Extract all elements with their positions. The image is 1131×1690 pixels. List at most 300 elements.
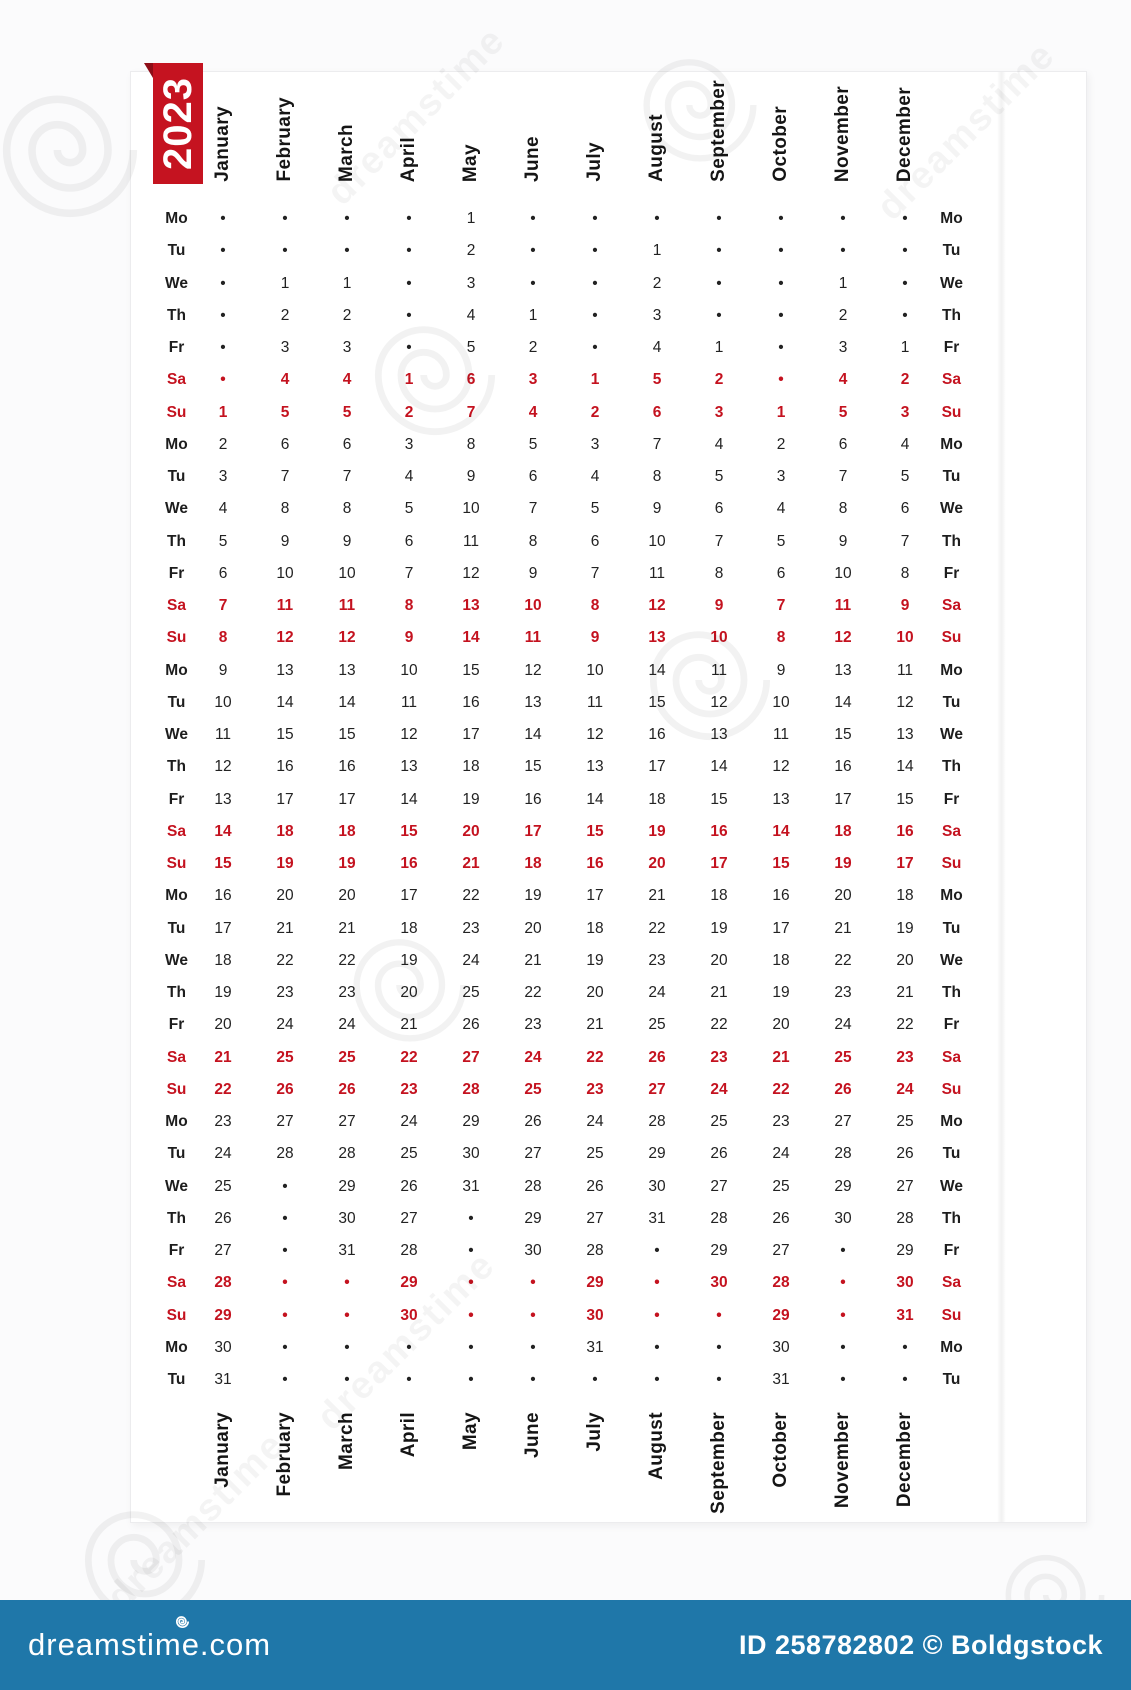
day-cell: 3 [900, 403, 910, 421]
day-cell: 7 [776, 597, 786, 615]
day-cell: 27 [772, 1242, 790, 1260]
day-cell: 5 [900, 468, 910, 486]
day-cell: 4 [838, 371, 848, 389]
month-cell [316, 72, 378, 203]
day-label-left: Mo [165, 435, 188, 453]
day-cell: 11 [338, 597, 356, 615]
day-cell: 4 [714, 435, 724, 453]
day-cell: 15 [772, 855, 790, 873]
calendar-grid [161, 72, 967, 1536]
day-cell: 5 [714, 468, 724, 486]
day-cell: 3 [466, 274, 476, 292]
day-cell: 19 [648, 822, 666, 840]
month-cell [440, 1396, 502, 1536]
day-cell: 12 [524, 661, 542, 679]
empty-day-dot: • [530, 1338, 536, 1356]
day-cell: 3 [528, 371, 538, 389]
calendar-row [161, 1235, 967, 1267]
dreamstime-logo [28, 1627, 271, 1663]
calendar-row [161, 558, 967, 590]
day-label-right: Fr [943, 339, 960, 357]
day-cell: 22 [524, 984, 542, 1002]
day-cell: 6 [342, 435, 352, 453]
empty-day-dot: • [468, 1209, 474, 1227]
day-label-left: We [165, 500, 188, 518]
month-cell [750, 72, 812, 203]
day-cell: 8 [404, 597, 414, 615]
day-cell: 14 [400, 790, 418, 808]
day-label-right: Mo [940, 1338, 963, 1356]
day-cell: 5 [404, 500, 414, 518]
empty-day-dot: • [716, 1371, 722, 1389]
day-cell: 14 [710, 758, 728, 776]
day-cell: 5 [776, 532, 786, 550]
day-cell: 20 [276, 887, 294, 905]
corner-spacer [936, 1396, 967, 1536]
day-label-right: Su [941, 1080, 962, 1098]
empty-day-dot: • [282, 210, 288, 228]
calendar-row [161, 816, 967, 848]
empty-day-dot: • [282, 1338, 288, 1356]
month-label-bottom: May [460, 1412, 481, 1451]
day-cell: 15 [524, 758, 542, 776]
day-cell: 25 [896, 1113, 914, 1131]
day-cell: 6 [466, 371, 476, 389]
month-label-bottom: August [646, 1412, 667, 1481]
month-cell [812, 72, 874, 203]
month-label-bottom: November [832, 1412, 853, 1509]
day-cell: 3 [404, 435, 414, 453]
day-cell: 21 [338, 919, 356, 937]
day-cell: 31 [896, 1306, 914, 1324]
day-cell: 18 [648, 790, 666, 808]
day-cell: 25 [524, 1080, 542, 1098]
day-label-right: Mo [940, 1113, 963, 1131]
day-cell: 22 [462, 887, 480, 905]
day-cell: 14 [834, 693, 852, 711]
day-cell: 21 [214, 1048, 232, 1066]
day-cell: 12 [772, 758, 790, 776]
day-cell: 2 [900, 371, 910, 389]
day-cell: 20 [710, 951, 728, 969]
day-label-left: Sa [167, 822, 186, 840]
month-cell [254, 1396, 316, 1536]
day-cell: 12 [648, 597, 666, 615]
day-cell: 5 [838, 403, 848, 421]
day-cell: 26 [586, 1177, 604, 1195]
month-cell [254, 72, 316, 203]
day-cell: 3 [218, 468, 228, 486]
calendar-row [161, 880, 967, 912]
day-cell: 8 [280, 500, 290, 518]
day-cell: 16 [710, 822, 728, 840]
day-cell: 20 [772, 1016, 790, 1034]
empty-day-dot: • [344, 1371, 350, 1389]
day-cell: 22 [400, 1048, 418, 1066]
day-cell: 2 [838, 306, 848, 324]
day-cell: 13 [772, 790, 790, 808]
day-cell: 16 [648, 726, 666, 744]
month-cell [564, 1396, 626, 1536]
day-label-left: Tu [167, 1371, 186, 1389]
day-cell: 24 [586, 1113, 604, 1131]
day-cell: 27 [834, 1113, 852, 1131]
empty-day-dot: • [902, 242, 908, 260]
day-cell: 26 [834, 1080, 852, 1098]
day-cell: 11 [772, 726, 790, 744]
day-cell: 8 [714, 564, 724, 582]
day-cell: 8 [590, 597, 600, 615]
day-cell: 28 [710, 1209, 728, 1227]
day-cell: 7 [900, 532, 910, 550]
day-cell: 27 [586, 1209, 604, 1227]
day-cell: 7 [280, 468, 290, 486]
day-cell: 15 [214, 855, 232, 873]
day-cell: 15 [896, 790, 914, 808]
dreamstime-logo-spiral-icon [174, 1613, 191, 1630]
day-cell: 23 [896, 1048, 914, 1066]
day-cell: 11 [834, 597, 852, 615]
day-cell: 14 [524, 726, 542, 744]
day-cell: 10 [214, 693, 232, 711]
month-label-bottom: April [398, 1412, 419, 1458]
empty-day-dot: • [654, 210, 660, 228]
day-cell: 24 [834, 1016, 852, 1034]
day-label-left: We [165, 951, 188, 969]
day-cell: 4 [900, 435, 910, 453]
day-cell: 8 [652, 468, 662, 486]
day-label-right: Th [942, 306, 961, 324]
day-label-right: Mo [940, 210, 963, 228]
day-label-right: Mo [940, 435, 963, 453]
empty-day-dot: • [840, 1306, 846, 1324]
day-cell: 9 [714, 597, 724, 615]
day-cell: 24 [338, 1016, 356, 1034]
day-cell: 25 [276, 1048, 294, 1066]
year-badge [153, 63, 203, 184]
month-cell [378, 72, 440, 203]
day-cell: 29 [338, 1177, 356, 1195]
day-cell: 28 [338, 1145, 356, 1163]
day-cell: 30 [710, 1274, 728, 1292]
day-cell: 13 [338, 661, 356, 679]
day-label-right: Tu [942, 919, 961, 937]
image-credit: ID 258782802 © Boldgstock [738, 1629, 1103, 1660]
day-cell: 30 [214, 1338, 232, 1356]
day-cell: 26 [648, 1048, 666, 1066]
year-text: 2023 [155, 77, 200, 170]
day-label-left: Mo [165, 887, 188, 905]
month-cell [688, 72, 750, 203]
day-cell: 11 [400, 693, 418, 711]
day-cell: 21 [586, 1016, 604, 1034]
day-cell: 20 [338, 887, 356, 905]
day-cell: 13 [710, 726, 728, 744]
day-cell: 24 [214, 1145, 232, 1163]
day-cell: 28 [214, 1274, 232, 1292]
day-label-right: Tu [942, 1371, 961, 1389]
empty-day-dot: • [344, 1338, 350, 1356]
day-cell: 1 [900, 339, 910, 357]
day-cell: 12 [710, 693, 728, 711]
day-label-left: Fr [168, 1242, 185, 1260]
month-label-bottom: July [584, 1412, 605, 1452]
day-cell: 28 [462, 1080, 480, 1098]
day-cell: 6 [714, 500, 724, 518]
calendar-row [161, 719, 967, 751]
day-cell: 18 [276, 822, 294, 840]
day-cell: 16 [834, 758, 852, 776]
day-cell: 2 [652, 274, 662, 292]
day-label-right: Tu [942, 242, 961, 260]
calendar-row [161, 1042, 967, 1074]
empty-day-dot: • [778, 371, 784, 389]
empty-day-dot: • [530, 242, 536, 260]
day-cell: 2 [466, 242, 476, 260]
day-cell: 29 [896, 1242, 914, 1260]
month-cell [440, 72, 502, 203]
day-cell: 30 [586, 1306, 604, 1324]
day-cell: 1 [590, 371, 600, 389]
day-cell: 15 [586, 822, 604, 840]
empty-day-dot: • [902, 1371, 908, 1389]
month-cell [812, 1396, 874, 1536]
day-cell: 21 [896, 984, 914, 1002]
day-cell: 13 [896, 726, 914, 744]
calendar-row [161, 1364, 967, 1396]
day-cell: 22 [772, 1080, 790, 1098]
day-cell: 5 [652, 371, 662, 389]
day-label-left: Tu [167, 919, 186, 937]
calendar-row [161, 1203, 967, 1235]
day-label-right: Th [942, 984, 961, 1002]
day-cell: 7 [838, 468, 848, 486]
day-cell: 26 [276, 1080, 294, 1098]
day-label-left: Tu [167, 1145, 186, 1163]
month-labels-bottom [161, 1396, 967, 1536]
day-label-left: Su [166, 1080, 187, 1098]
day-cell: 27 [214, 1242, 232, 1260]
day-cell: 3 [280, 339, 290, 357]
day-cell: 10 [834, 564, 852, 582]
day-cell: 1 [218, 403, 228, 421]
day-cell: 19 [896, 919, 914, 937]
day-cell: 13 [214, 790, 232, 808]
day-label-right: Sa [942, 822, 961, 840]
day-cell: 4 [218, 500, 228, 518]
day-cell: 28 [648, 1113, 666, 1131]
day-label-left: Th [167, 306, 186, 324]
day-cell: 22 [338, 951, 356, 969]
day-cell: 25 [710, 1113, 728, 1131]
day-label-right: Fr [943, 564, 960, 582]
empty-day-dot: • [282, 1274, 288, 1292]
empty-day-dot: • [406, 242, 412, 260]
day-cell: 26 [462, 1016, 480, 1034]
calendar-row [161, 461, 967, 493]
month-label-top: March [336, 124, 357, 182]
day-cell: 20 [834, 887, 852, 905]
day-label-left: Sa [167, 371, 186, 389]
day-cell: 30 [834, 1209, 852, 1227]
day-cell: 20 [524, 919, 542, 937]
day-cell: 23 [834, 984, 852, 1002]
day-cell: 13 [462, 597, 480, 615]
calendar-row [161, 622, 967, 654]
day-cell: 3 [714, 403, 724, 421]
empty-day-dot: • [840, 1338, 846, 1356]
day-cell: 25 [648, 1016, 666, 1034]
day-cell: 19 [338, 855, 356, 873]
empty-day-dot: • [468, 1338, 474, 1356]
day-label-right: Tu [942, 1145, 961, 1163]
day-cell: 26 [524, 1113, 542, 1131]
month-label-top: August [646, 114, 667, 182]
month-label-top: June [522, 136, 543, 182]
empty-day-dot: • [654, 1242, 660, 1260]
day-cell: 13 [834, 661, 852, 679]
day-label-left: We [165, 274, 188, 292]
empty-day-dot: • [220, 210, 226, 228]
empty-day-dot: • [220, 339, 226, 357]
day-cell: 6 [900, 500, 910, 518]
day-cell: 26 [896, 1145, 914, 1163]
empty-day-dot: • [778, 242, 784, 260]
empty-day-dot: • [902, 306, 908, 324]
day-cell: 31 [338, 1242, 356, 1260]
empty-day-dot: • [716, 1338, 722, 1356]
day-cell: 19 [834, 855, 852, 873]
day-cell: 18 [834, 822, 852, 840]
day-cell: 27 [896, 1177, 914, 1195]
day-cell: 15 [400, 822, 418, 840]
day-cell: 26 [400, 1177, 418, 1195]
day-cell: 11 [524, 629, 542, 647]
day-label-right: We [940, 274, 963, 292]
day-cell: 28 [586, 1242, 604, 1260]
empty-day-dot: • [592, 242, 598, 260]
day-label-right: Th [942, 758, 961, 776]
day-cell: 18 [400, 919, 418, 937]
day-cell: 15 [338, 726, 356, 744]
empty-day-dot: • [468, 1242, 474, 1260]
day-cell: 11 [648, 564, 666, 582]
day-cell: 9 [652, 500, 662, 518]
calendar-row [161, 687, 967, 719]
day-label-right: Su [941, 403, 962, 421]
day-cell: 25 [214, 1177, 232, 1195]
day-cell: 23 [400, 1080, 418, 1098]
day-cell: 24 [462, 951, 480, 969]
day-cell: 5 [528, 435, 538, 453]
month-label-top: February [274, 97, 295, 182]
empty-day-dot: • [716, 210, 722, 228]
day-cell: 15 [462, 661, 480, 679]
month-labels-top [161, 72, 967, 203]
day-cell: 23 [524, 1016, 542, 1034]
day-label-left: Tu [167, 242, 186, 260]
calendar-row [161, 1106, 967, 1138]
corner-spacer [936, 72, 967, 203]
day-cell: 1 [404, 371, 414, 389]
day-cell: 8 [900, 564, 910, 582]
day-cell: 4 [528, 403, 538, 421]
month-cell [626, 72, 688, 203]
day-cell: 7 [528, 500, 538, 518]
day-cell: 9 [466, 468, 476, 486]
day-label-left: Fr [168, 790, 185, 808]
day-cell: 16 [772, 887, 790, 905]
calendar-row [161, 300, 967, 332]
day-cell: 4 [776, 500, 786, 518]
calendar-row [161, 751, 967, 783]
day-cell: 6 [280, 435, 290, 453]
day-cell: 2 [280, 306, 290, 324]
day-cell: 2 [218, 435, 228, 453]
empty-day-dot: • [902, 210, 908, 228]
calendar-row [161, 913, 967, 945]
day-cell: 29 [400, 1274, 418, 1292]
day-cell: 24 [400, 1113, 418, 1131]
month-cell [316, 1396, 378, 1536]
month-label-bottom: September [708, 1412, 729, 1515]
day-cell: 9 [900, 597, 910, 615]
month-cell [378, 1396, 440, 1536]
day-cell: 18 [896, 887, 914, 905]
day-cell: 7 [714, 532, 724, 550]
day-cell: 5 [466, 339, 476, 357]
empty-day-dot: • [778, 339, 784, 357]
day-label-left: Su [166, 629, 187, 647]
month-label-bottom: October [770, 1412, 791, 1488]
day-cell: 13 [586, 758, 604, 776]
empty-day-dot: • [406, 210, 412, 228]
day-cell: 2 [404, 403, 414, 421]
month-label-top: April [398, 136, 419, 182]
day-cell: 9 [590, 629, 600, 647]
day-cell: 18 [462, 758, 480, 776]
day-cell: 8 [528, 532, 538, 550]
day-cell: 18 [524, 855, 542, 873]
empty-day-dot: • [716, 306, 722, 324]
day-cell: 30 [896, 1274, 914, 1292]
calendar-row [161, 397, 967, 429]
day-cell: 4 [466, 306, 476, 324]
day-cell: 6 [652, 403, 662, 421]
day-cell: 6 [838, 435, 848, 453]
day-cell: 8 [218, 629, 228, 647]
day-cell: 16 [524, 790, 542, 808]
day-cell: 19 [772, 984, 790, 1002]
day-cell: 1 [342, 274, 352, 292]
day-cell: 25 [400, 1145, 418, 1163]
day-cell: 31 [648, 1209, 666, 1227]
day-cell: 12 [586, 726, 604, 744]
day-cell: 25 [586, 1145, 604, 1163]
day-cell: 30 [338, 1209, 356, 1227]
day-cell: 8 [466, 435, 476, 453]
day-cell: 14 [214, 822, 232, 840]
empty-day-dot: • [344, 210, 350, 228]
day-cell: 10 [648, 532, 666, 550]
day-cell: 29 [524, 1209, 542, 1227]
day-cell: 22 [586, 1048, 604, 1066]
badge-fold [144, 63, 153, 78]
day-cell: 2 [714, 371, 724, 389]
day-cell: 30 [648, 1177, 666, 1195]
empty-day-dot: • [406, 1371, 412, 1389]
calendar-row [161, 1138, 967, 1170]
